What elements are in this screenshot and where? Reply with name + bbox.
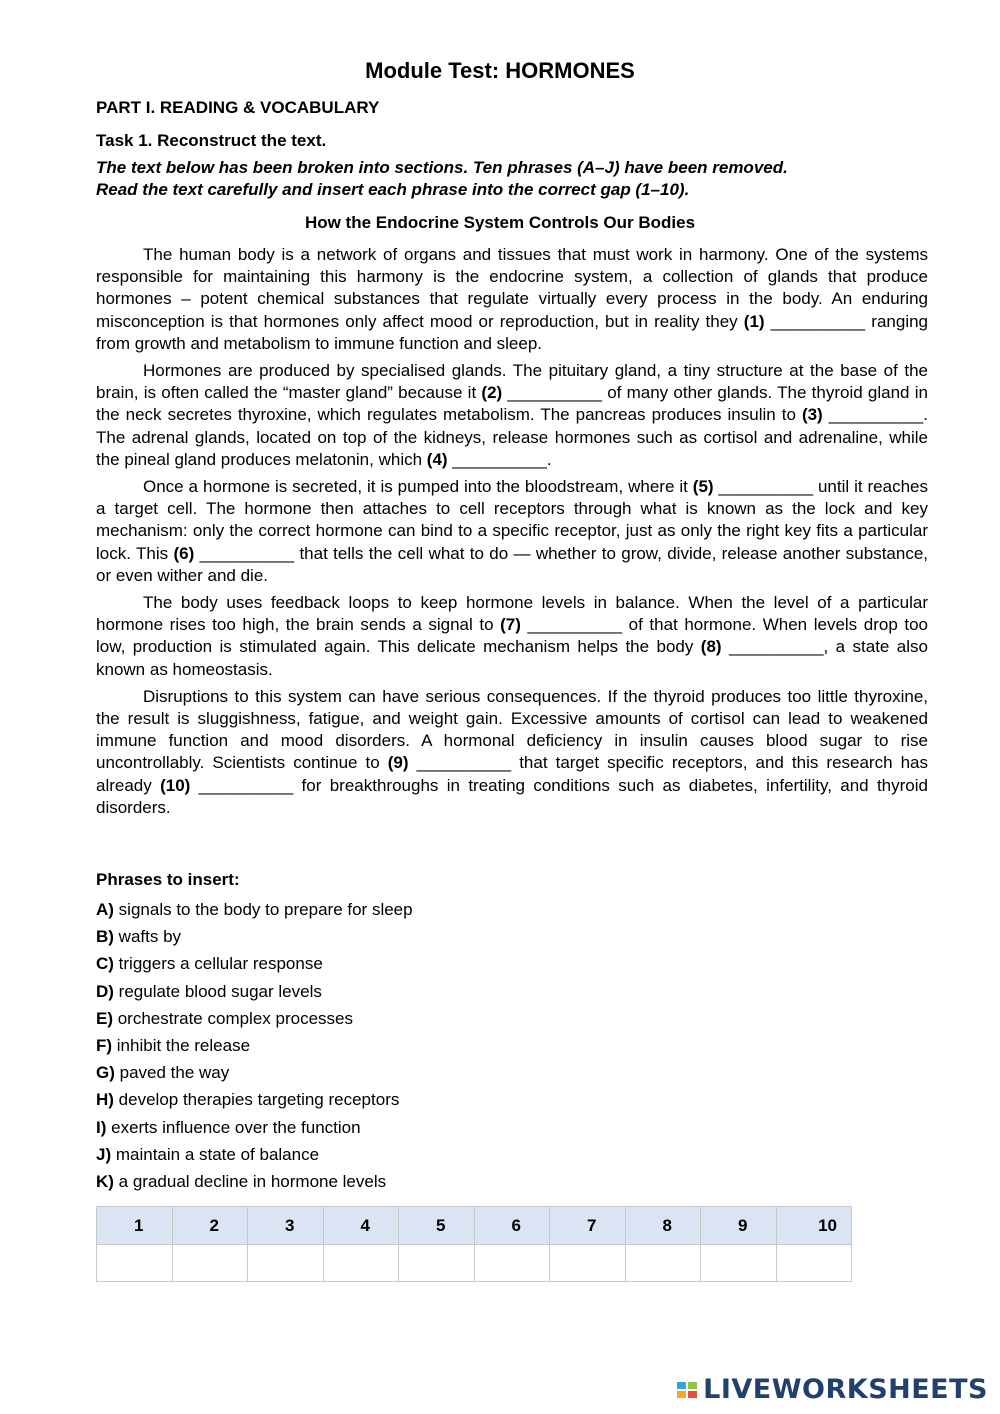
phrase-item: [96, 1168, 796, 1195]
phrase-text: regulate blood sugar levels: [113, 981, 322, 1001]
logo-mark-square: [677, 1391, 686, 1398]
text-paragraph: [96, 592, 928, 681]
gap-number: (5): [692, 477, 714, 497]
phrase-letter: H): [96, 1090, 114, 1110]
instruction-line: Read the text carefully and insert each phrase into the correct gap (1–10).: [96, 180, 690, 199]
phrase-text: inhibit the release: [112, 1036, 251, 1056]
answer-header-cell: 10: [776, 1207, 852, 1245]
phrase-text: paved the way: [114, 1063, 230, 1083]
answer-header-cell: 1: [97, 1207, 173, 1245]
answer-cell[interactable]: [172, 1245, 248, 1282]
answer-cell[interactable]: [474, 1245, 550, 1282]
phrase-item: [96, 1032, 796, 1059]
answer-header-cell: 3: [248, 1207, 324, 1245]
text-segment: __________ ranging from growth and metabolism to immune function and sleep.: [96, 311, 929, 353]
gap-number: (2): [481, 383, 503, 403]
text-segment: __________. The adrenal glands, located on top of the kidneys, release hormones such as cortisol and adrenaline, while the pineal gland produces melatonin, which: [96, 405, 929, 469]
gap-number: (4): [426, 449, 448, 469]
answer-header-cell: 2: [172, 1207, 248, 1245]
answer-header-cell: 6: [474, 1207, 550, 1245]
phrase-item: [96, 896, 796, 923]
text-paragraph: [96, 476, 928, 587]
phrase-item: [96, 1114, 796, 1141]
answer-header-cell: 7: [550, 1207, 626, 1245]
text-segment: __________ that target specific receptors, and this research has already: [96, 753, 929, 795]
gap-number: (6): [173, 543, 195, 563]
text-segment: The human body is a network of organs and tissues that must work in harmony. One of the systems responsible for maintaining this harmony is the endocrine system, a collection of glands that produce hormones – potent chemical substances that regulate virtually every process in the body. An enduring misconception is that hormones only affect mood or reproduction, but in reality they: [96, 245, 928, 331]
gap-number: (9): [387, 753, 409, 773]
text-segment: __________ for breakthroughs in treating conditions such as diabetes, infertility, and thyroid disorders.: [96, 775, 928, 817]
phrase-text: signals to the body to prepare for sleep: [113, 900, 413, 919]
phrases-section: [96, 868, 796, 1195]
phrase-list: [96, 896, 796, 1195]
text-segment: __________, a state also known as homeostasis.: [96, 637, 928, 679]
phrase-text: wafts by: [113, 927, 182, 947]
answer-table-row: [97, 1245, 852, 1282]
phrase-item: [96, 1086, 796, 1113]
phrase-letter: C): [96, 954, 114, 974]
text-paragraph: [96, 244, 928, 355]
answer-cell[interactable]: [776, 1245, 852, 1282]
phrase-item: [96, 950, 796, 977]
instruction-line: The text below has been broken into sections. Ten phrases (A–J) have been removed.: [96, 158, 788, 177]
reading-text: [96, 244, 928, 824]
phrase-letter: K): [96, 1172, 114, 1192]
logo-text: LIVEWORKSHEETS: [703, 1374, 988, 1405]
answer-table: [96, 1206, 852, 1282]
phrase-item: [96, 978, 796, 1005]
answer-cell[interactable]: [323, 1245, 399, 1282]
answer-cell[interactable]: [701, 1245, 777, 1282]
gap-number: (1): [743, 311, 765, 331]
text-title: How the Endocrine System Controls Our Bodies: [304, 213, 696, 232]
gap-number: (10): [160, 775, 191, 795]
task-heading: Task 1. Reconstruct the text.: [96, 131, 327, 150]
text-paragraph: [96, 686, 928, 819]
phrase-letter: A): [96, 900, 114, 919]
answer-header-cell: 9: [701, 1207, 777, 1245]
logo-mark-square: [677, 1382, 686, 1389]
part-heading: PART I. READING & VOCABULARY: [96, 98, 380, 117]
text-segment: __________ that tells the cell what to do — whether to grow, divide, release another substance, or even wither and die.: [96, 543, 928, 585]
text-segment: Disruptions to this system can have serious consequences. If the thyroid produces too little thyroxine, the result is sluggishness, fatigue, and weight gain. Excessive amounts of cortisol can lead to weakened immune function and mood disorders. A hormonal deficiency in insulin causes blood sugar to rise uncontrollably. Scientists continue to: [96, 686, 928, 773]
text-segment: __________ of many other glands. The thyroid gland in the neck secretes thyroxine, which regulates metabolism. The pancreas produces insulin to: [96, 383, 928, 425]
text-segment: __________.: [447, 449, 552, 469]
phrase-item: [96, 1141, 796, 1168]
liveworksheets-logo: [677, 1374, 988, 1406]
answer-cell[interactable]: [97, 1245, 173, 1282]
phrase-text: maintain a state of balance: [111, 1144, 320, 1164]
logo-mark-square: [688, 1391, 697, 1398]
phrase-text: a gradual decline in hormone levels: [113, 1172, 387, 1192]
phrase-letter: I): [96, 1117, 107, 1137]
answer-header-cell: 5: [399, 1207, 475, 1245]
phrase-letter: D): [96, 981, 114, 1001]
phrase-letter: F): [96, 1036, 113, 1056]
text-segment: Once a hormone is secreted, it is pumped into the bloodstream, where it: [143, 477, 693, 497]
phrase-letter: G): [96, 1063, 115, 1083]
answer-cell[interactable]: [625, 1245, 701, 1282]
task-instructions: [96, 157, 928, 201]
logo-mark-square: [688, 1382, 697, 1389]
answer-header-cell: 4: [323, 1207, 399, 1245]
answer-cell[interactable]: [248, 1245, 324, 1282]
phrase-letter: B): [96, 927, 114, 947]
page-title: Module Test: HORMONES: [365, 58, 635, 83]
text-segment: The body uses feedback loops to keep hormone levels in balance. When the level of a particular hormone rises too high, the brain sends a signal to: [96, 593, 928, 635]
gap-number: (8): [700, 637, 722, 657]
phrase-letter: J): [96, 1144, 112, 1164]
text-segment: __________ until it reaches a target cell. The hormone then attaches to cell receptors through what is known as the lock and key mechanism: only the correct hormone can bind to a specific receptor, just as only the right key fits a particular lock. This: [96, 477, 928, 563]
gap-number: (3): [801, 405, 823, 425]
answer-cell[interactable]: [399, 1245, 475, 1282]
phrase-item: [96, 923, 796, 950]
phrase-item: [96, 1005, 796, 1032]
phrases-title: Phrases to insert:: [96, 870, 240, 889]
logo-mark-icon: [677, 1382, 697, 1398]
gap-number: (7): [500, 615, 521, 635]
text-segment: __________ of that hormone. When levels drop too low, production is stimulated again. This delicate mechanism helps the body: [96, 615, 928, 657]
answer-cell[interactable]: [550, 1245, 626, 1282]
phrase-text: exerts influence over the function: [106, 1117, 361, 1137]
phrase-item: [96, 1059, 796, 1086]
text-segment: Hormones are produced by specialised glands. The pituitary gland, a tiny structure at the base of the brain, is often called the “master gland” because it: [96, 361, 928, 403]
phrase-letter: E): [96, 1008, 113, 1028]
answer-header-cell: 8: [625, 1207, 701, 1245]
phrase-text: develop therapies targeting receptors: [113, 1090, 400, 1110]
answer-table-header: [97, 1207, 852, 1245]
phrase-text: triggers a cellular response: [113, 954, 323, 974]
text-paragraph: [96, 360, 928, 471]
phrase-text: orchestrate complex processes: [113, 1008, 353, 1028]
